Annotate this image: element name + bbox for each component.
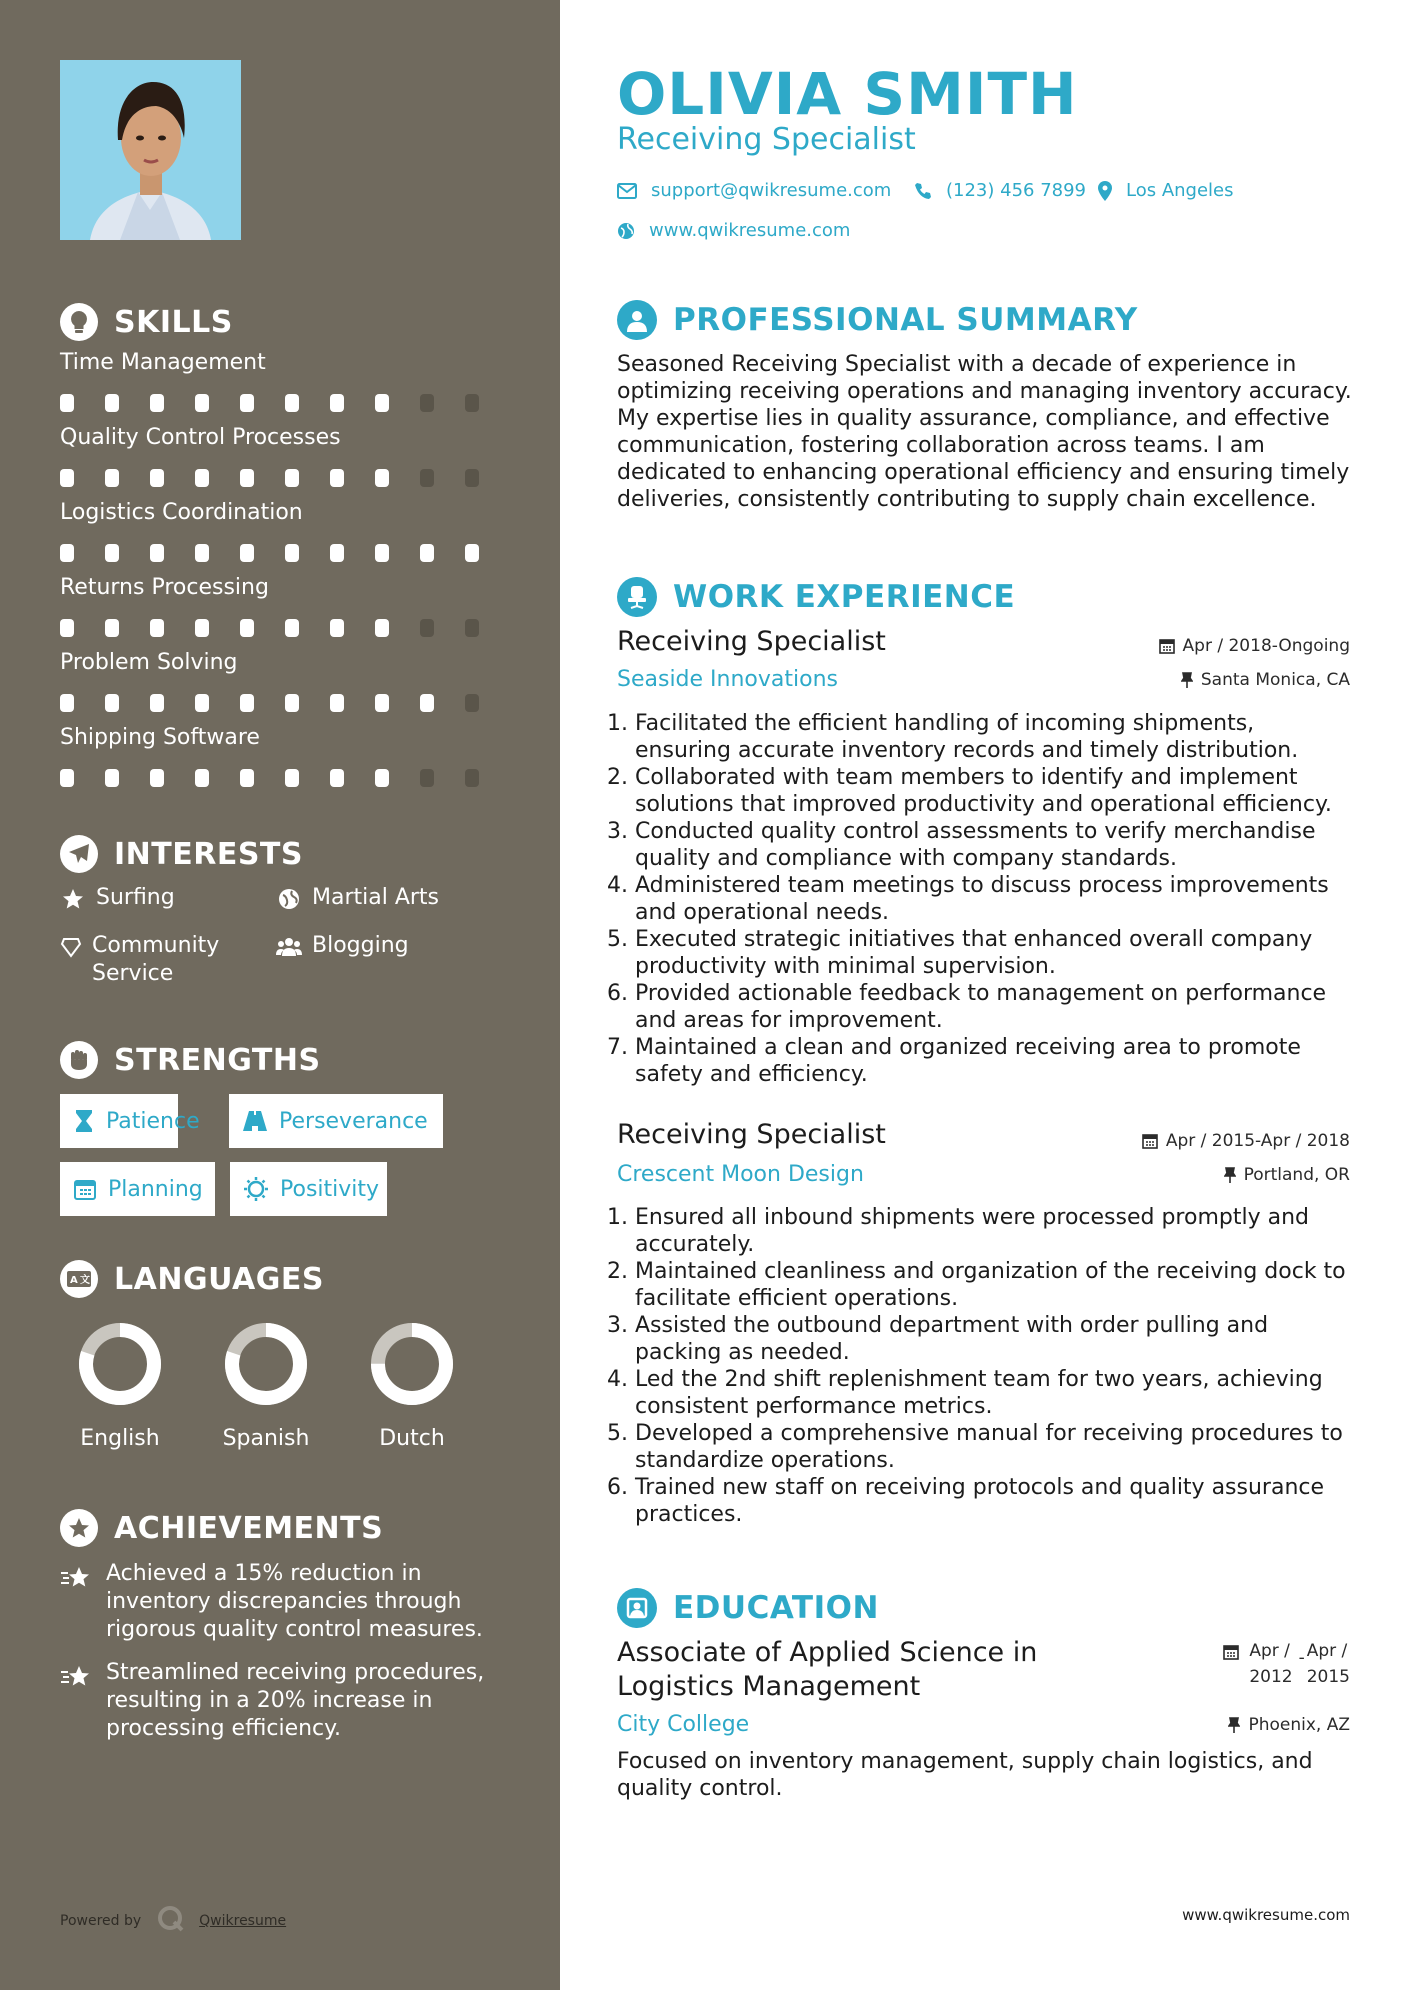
skill-rating: [60, 694, 510, 712]
language-item: [206, 1322, 326, 1451]
skill-dot: [465, 694, 479, 712]
experience-title: WORK EXPERIENCE: [673, 579, 1016, 615]
interest-label: Surfing: [96, 885, 175, 910]
bullet-text: Led the 2nd shift replenishment team for two years, achieving consistent performance metrics.: [635, 1367, 1323, 1419]
job-dates: [1159, 636, 1350, 656]
user-icon: [617, 300, 657, 340]
svg-text:A: A: [70, 1275, 78, 1286]
bullet-number: 3.: [607, 1313, 628, 1338]
strength-label: Positivity: [280, 1176, 380, 1202]
language-item: [60, 1322, 180, 1451]
office-chair-icon: [617, 577, 657, 617]
bullet-number: 4.: [607, 873, 628, 898]
email-text: support@qwikresume.com: [651, 180, 892, 201]
achievements-title: ACHIEVEMENTS: [114, 1510, 384, 1546]
languages-header: [60, 1259, 520, 1299]
interests-title: INTERESTS: [114, 836, 303, 872]
summary-header: [617, 298, 1138, 342]
skill-row: [60, 423, 510, 487]
skill-dot: [375, 469, 389, 487]
interest-item: [276, 932, 409, 960]
candidate-role: Receiving Specialist: [617, 122, 916, 157]
skills-section: [60, 302, 520, 342]
education-location: [1228, 1715, 1350, 1735]
languages-list: [60, 1322, 520, 1462]
skill-rating: [60, 394, 510, 412]
candidate-name: OLIVIA SMITH: [617, 60, 1078, 128]
skill-dot: [285, 619, 299, 637]
calendar-icon: [1142, 1133, 1158, 1149]
fist-icon: [60, 1041, 98, 1079]
skill-dot: [285, 394, 299, 412]
languages-title: LANGUAGES: [114, 1261, 324, 1297]
job-dates-text: Apr / 2015-Apr / 2018: [1165, 1131, 1350, 1151]
pin-icon: [1181, 672, 1193, 688]
achievement-item: [60, 1659, 510, 1743]
language-name: English: [80, 1426, 160, 1451]
skill-dot: [375, 619, 389, 637]
users-icon: [276, 932, 302, 960]
skill-row: [60, 348, 510, 412]
interests-header: [60, 834, 520, 874]
language-level-ring: [78, 1322, 162, 1406]
trophy-star-icon: [60, 1509, 98, 1547]
strengths-title: STRENGTHS: [114, 1042, 321, 1078]
skill-name: Returns Processing: [60, 575, 269, 600]
job-bullet: [607, 818, 1352, 872]
contact-website[interactable]: [617, 220, 850, 241]
skill-dot: [60, 469, 74, 487]
job-bullet: [607, 1474, 1352, 1528]
pin-icon: [1224, 1167, 1236, 1183]
bullet-number: 5.: [607, 927, 628, 952]
skill-dot: [240, 619, 254, 637]
skill-row: [60, 723, 510, 787]
strength-badge: [60, 1162, 215, 1216]
skill-name: Time Management: [60, 350, 266, 375]
bullet-text: Administered team meetings to discuss process improvements and operational needs.: [635, 873, 1329, 925]
achievement-item: [60, 1560, 510, 1644]
education-title: EDUCATION: [673, 1590, 879, 1626]
svg-text:文: 文: [80, 1275, 90, 1286]
education-end-month: Apr /: [1306, 1641, 1348, 1661]
location-text: Los Angeles: [1126, 180, 1234, 201]
skill-dot: [420, 619, 434, 637]
bullet-number: 3.: [607, 819, 628, 844]
bullet-text: Provided actionable feedback to management on performance and areas for improvement.: [635, 981, 1327, 1033]
skill-dot: [150, 619, 164, 637]
interest-item: [276, 884, 439, 912]
skill-dot: [285, 694, 299, 712]
skill-dot: [60, 694, 74, 712]
profile-photo: [60, 60, 241, 240]
skill-dot: [285, 469, 299, 487]
date-separator: -: [1298, 1648, 1305, 1668]
strength-badge: [230, 1162, 387, 1216]
achievements-section: [60, 1508, 520, 1548]
skill-dot: [330, 469, 344, 487]
education-degree: Associate of Applied Science in Logistics Management: [617, 1637, 1038, 1702]
bullet-number: 4.: [607, 1367, 628, 1392]
job-bullet: [607, 1420, 1352, 1474]
language-name: Spanish: [222, 1426, 310, 1451]
skill-dot: [60, 544, 74, 562]
skill-dot: [195, 394, 209, 412]
skill-dot: [375, 544, 389, 562]
interests-list: [60, 884, 520, 994]
job-bullet: [607, 926, 1352, 980]
skill-dot: [285, 544, 299, 562]
badge-icon: [60, 932, 82, 988]
language-level-ring: [370, 1322, 454, 1406]
skill-dot: [330, 619, 344, 637]
skills-list: [60, 348, 520, 798]
bullet-number: 2.: [607, 1259, 628, 1284]
skill-dot: [195, 694, 209, 712]
job-bullet: [607, 1312, 1352, 1366]
job-location-text: Portland, OR: [1243, 1165, 1350, 1185]
paper-plane-icon: [60, 835, 98, 873]
skill-dot: [420, 469, 434, 487]
bullet-text: Developed a comprehensive manual for receiving procedures to standardize operations.: [635, 1421, 1343, 1473]
skill-dot: [420, 694, 434, 712]
skill-dot: [465, 394, 479, 412]
language-icon: [60, 1260, 98, 1298]
skill-name: Logistics Coordination: [60, 500, 303, 525]
job-bullet: [607, 1034, 1352, 1088]
job-title: Receiving Specialist: [617, 1119, 886, 1150]
skill-dot: [465, 544, 479, 562]
education-start-year: 2012: [1249, 1667, 1293, 1687]
skill-dot: [375, 694, 389, 712]
bullet-text: Collaborated with team members to identify and implement solutions that improved productivity and operational efficiency.: [635, 765, 1332, 817]
strengths-section: [60, 1040, 520, 1080]
envelope-icon: [617, 183, 637, 199]
skill-dot: [195, 469, 209, 487]
star-icon: [60, 1659, 94, 1743]
skill-dot: [330, 544, 344, 562]
contact-location: [1098, 180, 1234, 201]
education-end-year: 2015: [1306, 1667, 1350, 1687]
job-location: [1224, 1165, 1350, 1185]
job-dates: [1142, 1131, 1350, 1151]
skill-dot: [150, 394, 164, 412]
skill-dot: [195, 769, 209, 787]
bullet-number: 1.: [607, 1205, 628, 1230]
skill-dot: [465, 769, 479, 787]
job-bullet: [607, 1366, 1352, 1420]
education-location-text: Phoenix, AZ: [1248, 1715, 1350, 1735]
education-start-month: Apr /: [1249, 1641, 1290, 1661]
skill-rating: [60, 469, 510, 487]
skill-dot: [105, 769, 119, 787]
skill-dot: [105, 619, 119, 637]
lightbulb-icon: [60, 303, 98, 341]
achievement-text: Achieved a 15% reduction in inventory discrepancies through rigorous quality control measures.: [106, 1561, 483, 1642]
skill-dot: [150, 769, 164, 787]
job-bullet: [607, 1258, 1352, 1312]
job-dates-text: Apr / 2018-Ongoing: [1182, 636, 1350, 656]
bullet-number: 1.: [607, 711, 628, 736]
skill-name: Shipping Software: [60, 725, 260, 750]
hourglass-icon: [74, 1109, 94, 1133]
star-icon: [60, 884, 86, 912]
skill-dot: [330, 769, 344, 787]
skill-dot: [240, 694, 254, 712]
interest-item: [60, 884, 175, 912]
interests-section: [60, 834, 520, 874]
interest-item: [60, 932, 260, 988]
language-item: [352, 1322, 472, 1451]
strength-badge: [60, 1094, 200, 1148]
footer-url[interactable]: www.qwikresume.com: [1182, 1906, 1350, 1924]
map-pin-icon: [1098, 181, 1112, 201]
skill-dot: [150, 469, 164, 487]
powered-by: [60, 1905, 286, 1937]
website-text: www.qwikresume.com: [649, 220, 851, 241]
bullet-number: 7.: [607, 1035, 628, 1060]
education-end: [1307, 1638, 1350, 1690]
job-bullets: [607, 1204, 1352, 1528]
bullet-text: Maintained cleanliness and organization of the receiving dock to facilitate efficient operations.: [635, 1259, 1346, 1311]
job-location: [1181, 670, 1350, 690]
strengths-header: [60, 1040, 520, 1080]
strength-label: Planning: [108, 1176, 203, 1202]
skill-dot: [240, 394, 254, 412]
skill-name: Quality Control Processes: [60, 425, 341, 450]
strength-label: Patience: [106, 1108, 200, 1134]
interest-label: Blogging: [312, 933, 409, 958]
skill-row: [60, 648, 510, 712]
language-level-ring: [224, 1322, 308, 1406]
languages-section: [60, 1259, 520, 1299]
skill-dot: [420, 394, 434, 412]
skill-dot: [195, 619, 209, 637]
achievement-text: Streamlined receiving procedures, resulting in a 20% increase in processing efficiency.: [106, 1660, 485, 1741]
powered-label: Powered by: [60, 1913, 142, 1929]
skill-name: Problem Solving: [60, 650, 238, 675]
skill-row: [60, 573, 510, 637]
bullet-number: 6.: [607, 981, 628, 1006]
bullet-text: Conducted quality control assessments to verify merchandise quality and compliance with company standards.: [635, 819, 1316, 871]
skill-dot: [420, 544, 434, 562]
education-start: [1249, 1638, 1292, 1690]
skill-dot: [60, 769, 74, 787]
calendar-icon: [74, 1177, 96, 1201]
language-name: Dutch: [379, 1426, 445, 1451]
road-icon: [243, 1109, 267, 1133]
skill-dot: [60, 394, 74, 412]
skill-dot: [375, 769, 389, 787]
skill-dot: [105, 469, 119, 487]
skill-dot: [240, 769, 254, 787]
skill-rating: [60, 769, 510, 787]
qwikresume-link[interactable]: Qwikresume: [199, 1913, 287, 1929]
job-bullet: [607, 764, 1352, 818]
bullet-text: Ensured all inbound shipments were processed promptly and accurately.: [635, 1205, 1309, 1257]
achievements-header: [60, 1508, 520, 1548]
bullet-number: 5.: [607, 1421, 628, 1446]
skill-dot: [105, 544, 119, 562]
bullet-text: Executed strategic initiatives that enhanced overall company productivity with minimal supervision.: [635, 927, 1313, 979]
skill-dot: [285, 769, 299, 787]
skill-dot: [465, 619, 479, 637]
skill-dot: [240, 544, 254, 562]
skill-dot: [150, 694, 164, 712]
skill-dot: [60, 619, 74, 637]
bullet-number: 6.: [607, 1475, 628, 1500]
skill-dot: [420, 769, 434, 787]
bullet-text: Facilitated the efficient handling of incoming shipments, ensuring accurate inventory records and timely distribution.: [635, 711, 1299, 763]
globe-icon: [617, 222, 635, 240]
education-description: Focused on inventory management, supply chain logistics, and quality control.: [617, 1749, 1313, 1801]
skill-dot: [150, 544, 164, 562]
education-school: City College: [617, 1712, 750, 1737]
skill-dot: [105, 394, 119, 412]
bullet-number: 2.: [607, 765, 628, 790]
education-header: [617, 1586, 879, 1630]
job-location-text: Santa Monica, CA: [1200, 670, 1350, 690]
phone-text: (123) 456 7899: [946, 180, 1087, 201]
job-company: Seaside Innovations: [617, 667, 838, 692]
skill-dot: [330, 694, 344, 712]
skill-dot: [240, 469, 254, 487]
phone-icon: [914, 182, 932, 200]
sun-icon: [244, 1177, 268, 1201]
globe-icon: [276, 884, 302, 912]
job-bullet: [607, 1204, 1352, 1258]
calendar-icon: [1223, 1638, 1239, 1665]
bullet-text: Maintained a clean and organized receiving area to promote safety and efficiency.: [635, 1035, 1301, 1087]
skill-dot: [195, 544, 209, 562]
strength-badge: [229, 1094, 443, 1148]
skill-dot: [105, 694, 119, 712]
skill-rating: [60, 619, 510, 637]
pin-icon: [1228, 1717, 1240, 1733]
summary-text: Seasoned Receiving Specialist with a decade of experience in optimizing receiving operations and managing inventory accuracy. My expertise lies in quality assurance, compliance, and effective communication, fostering collaboration across teams. I am dedicated to enhancing operational efficiency and ensuring timely deliveries, consistently contributing to supply chain excellence.: [617, 352, 1352, 512]
interest-label: Community Service: [92, 933, 220, 986]
star-icon: [60, 1560, 94, 1644]
job-bullet: [607, 710, 1352, 764]
interest-label: Martial Arts: [312, 885, 440, 910]
experience-header: [617, 575, 1015, 619]
strength-label: Perseverance: [279, 1108, 428, 1134]
job-bullets: [607, 710, 1352, 1088]
education-dates: [1223, 1638, 1350, 1690]
skill-row: [60, 498, 510, 562]
graduation-icon: [617, 1588, 657, 1628]
contact-phone[interactable]: [914, 180, 1086, 201]
job-company: Crescent Moon Design: [617, 1162, 864, 1187]
job-bullet: [607, 980, 1352, 1034]
skill-dot: [375, 394, 389, 412]
skills-title: SKILLS: [114, 304, 233, 340]
job-title: Receiving Specialist: [617, 626, 886, 657]
sidebar: [0, 0, 560, 1990]
job-bullet: [607, 872, 1352, 926]
bullet-text: Trained new staff on receiving protocols and quality assurance practices.: [635, 1475, 1325, 1527]
skills-header: [60, 302, 520, 342]
bullet-text: Assisted the outbound department with order pulling and packing as needed.: [635, 1313, 1269, 1365]
contact-email[interactable]: [617, 180, 891, 201]
skill-dot: [330, 394, 344, 412]
skill-rating: [60, 544, 510, 562]
skill-dot: [465, 469, 479, 487]
calendar-icon: [1159, 638, 1175, 654]
qwikresume-logo-icon: [157, 1905, 185, 1937]
summary-title: PROFESSIONAL SUMMARY: [673, 302, 1138, 338]
